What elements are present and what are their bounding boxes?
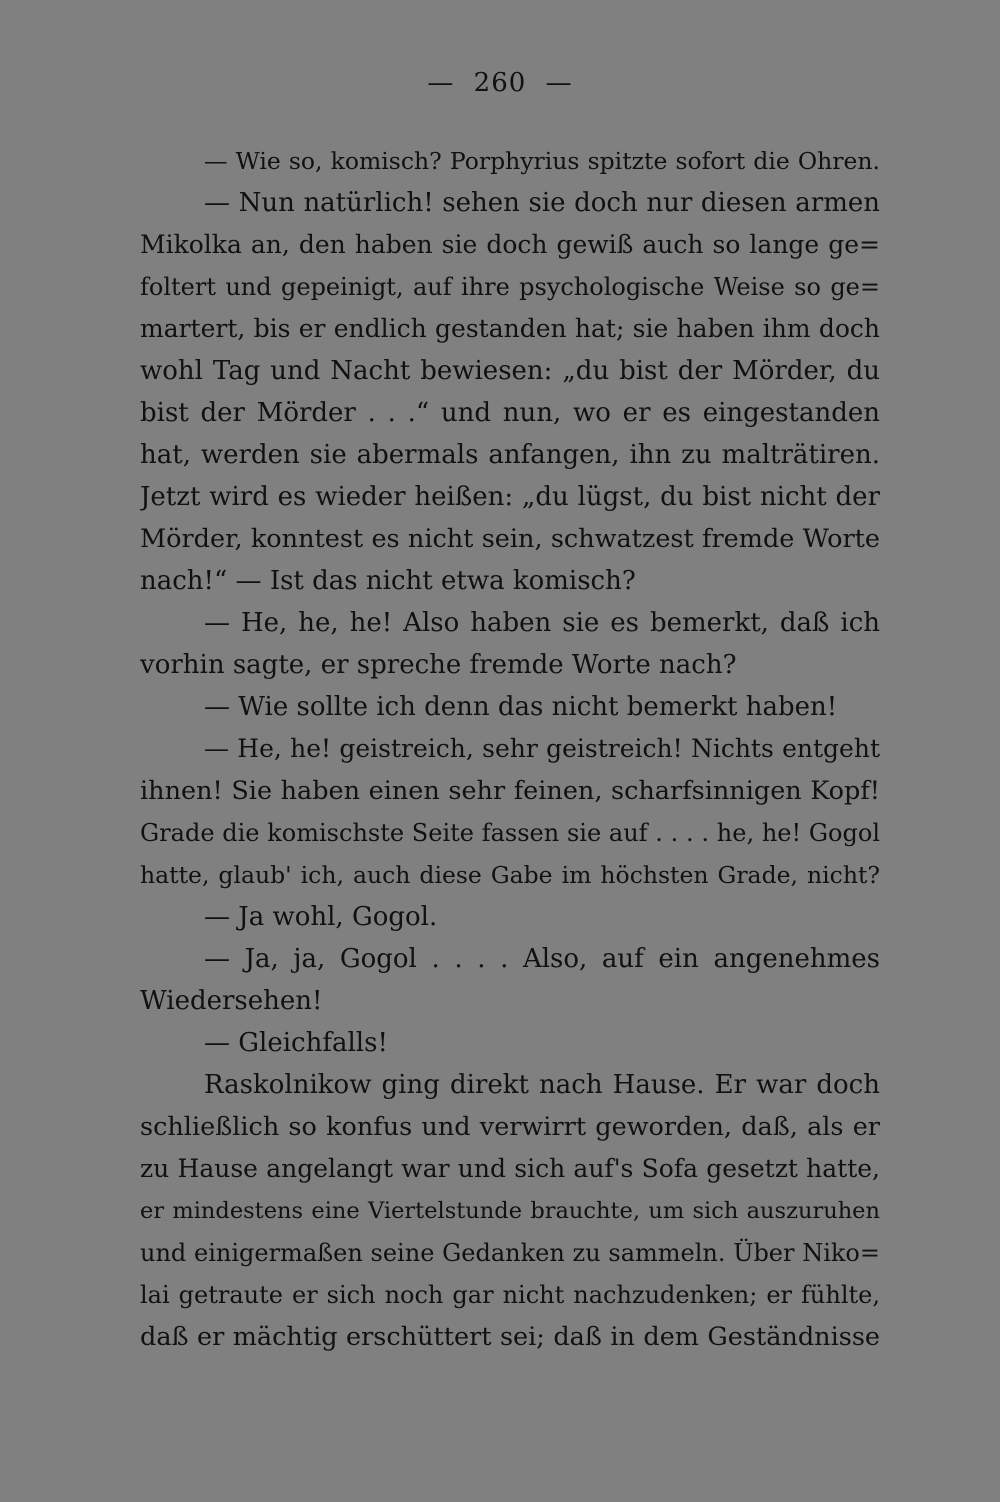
text-line: Mikolka an, den haben sie doch gewiß auch so lange ge= [140, 230, 880, 259]
text-line: — Ja wohl, Gogol. [204, 902, 438, 932]
text-line: Mörder, konntest es nicht sein, schwatzest fremde Worte [140, 524, 880, 554]
text-line: Jetzt wird es wieder heißen: „du lügst, du bist nicht der [140, 482, 880, 512]
text-line: foltert und gepeinigt, auf ihre psychologische Weise so ge= [140, 273, 880, 301]
text-line: hatte, glaub' ich, auch diese Gabe im höchsten Grade, nicht? [140, 861, 880, 889]
text-line: Wiedersehen! [140, 986, 323, 1016]
text-line: — He, he! geistreich, sehr geistreich! Nichts entgeht [204, 734, 880, 763]
text-line: bist der Mörder . . .“ und nun, wo er es eingestanden [140, 398, 880, 428]
text-line: lai getraute er sich noch gar nicht nachzudenken; er fühlte, [140, 1281, 880, 1309]
text-line: Raskolnikow ging direkt nach Hause. Er war doch [204, 1070, 880, 1100]
text-line: — Ja, ja, Gogol . . . . Also, auf ein angenehmes [204, 944, 880, 974]
text-line: er mindestens eine Viertelstunde brauchte, um sich auszuruhen [140, 1198, 880, 1224]
text-line: — Gleichfalls! [204, 1028, 388, 1058]
text-line: — Wie sollte ich denn das nicht bemerkt haben! [204, 692, 838, 722]
text-line: wohl Tag und Nacht bewiesen: „du bist der Mörder, du [140, 356, 880, 386]
text-line: ihnen! Sie haben einen sehr feinen, scharfsinnigen Kopf! [140, 776, 880, 806]
text-line: nach!“ — Ist das nicht etwa komisch? [140, 566, 636, 596]
text-line: — Nun natürlich! sehen sie doch nur diesen armen [204, 188, 880, 218]
text-line: daß er mächtig erschüttert sei; daß in dem Geständnisse [140, 1322, 880, 1352]
text-line: martert, bis er endlich gestanden hat; sie haben ihm doch [140, 314, 880, 343]
text-line: zu Hause angelangt war und sich auf's Sofa gesetzt hatte, [140, 1154, 880, 1183]
page-number: — 260 — [427, 68, 573, 98]
text-line: — He, he, he! Also haben sie es bemerkt, daß ich [204, 608, 880, 638]
text-line: und einigermaßen seine Gedanken zu sammeln. Über Niko= [140, 1239, 880, 1267]
text-line: schließlich so konfus und verwirrt geworden, daß, als er [140, 1112, 880, 1142]
text-line: — Wie so, komisch? Porphyrius spitzte sofort die Ohren. [204, 147, 880, 175]
text-line: hat, werden sie abermals anfangen, ihn zu malträtiren. [140, 440, 880, 470]
text-line: vorhin sagte, er spreche fremde Worte nach? [140, 650, 737, 680]
text-line: Grade die komischste Seite fassen sie auf . . . . he, he! Gogol [140, 819, 880, 847]
body-text [140, 140, 880, 1358]
